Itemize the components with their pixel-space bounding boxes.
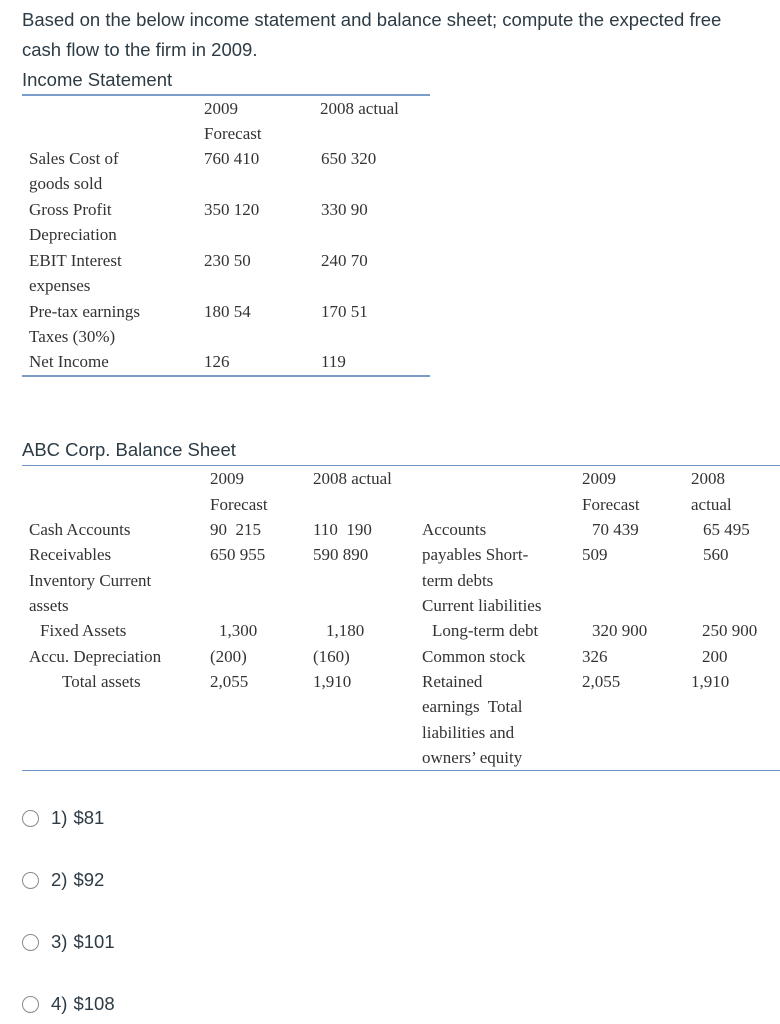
liability-label: Retained bbox=[422, 672, 483, 691]
income-actual-value: 119 bbox=[321, 352, 346, 371]
balance-col-forecast-header-sub: Forecast bbox=[210, 495, 268, 514]
liability-forecast-value: 70 439 bbox=[592, 520, 639, 539]
asset-label: Receivables bbox=[29, 545, 112, 564]
income-actual-value: 330 90 bbox=[321, 200, 368, 219]
income-actual-value: 650 320 bbox=[321, 149, 377, 168]
income-label: Depreciation bbox=[29, 225, 117, 244]
answer-option-4[interactable] bbox=[22, 993, 115, 1015]
income-top-rule bbox=[22, 94, 430, 96]
income-forecast-value: 230 50 bbox=[204, 251, 251, 270]
income-label: Net Income bbox=[29, 352, 109, 371]
liability-label: owners’ equity bbox=[422, 748, 523, 767]
answer-option-number: 4) bbox=[51, 993, 68, 1014]
liability-label: earnings Total bbox=[422, 697, 523, 716]
liability-label: Accounts bbox=[422, 520, 487, 539]
liability-actual-value: 250 900 bbox=[702, 621, 758, 640]
radio-button-icon[interactable] bbox=[22, 872, 39, 889]
income-label: Sales Cost of bbox=[29, 149, 119, 168]
income-label: expenses bbox=[29, 276, 91, 295]
income-bottom-rule bbox=[22, 375, 430, 377]
liability-actual-value: 65 495 bbox=[703, 520, 750, 539]
asset-forecast-value: 1,300 bbox=[219, 621, 258, 640]
income-label: EBIT Interest bbox=[29, 251, 122, 270]
balance-liab-actual-header: 2008 bbox=[691, 469, 725, 488]
income-actual-value: 240 70 bbox=[321, 251, 368, 270]
liability-label: Common stock bbox=[422, 647, 526, 666]
answer-option-value: $81 bbox=[73, 807, 105, 828]
income-forecast-value: 760 410 bbox=[204, 149, 260, 168]
asset-forecast-value: (200) bbox=[210, 647, 247, 666]
radio-button-icon[interactable] bbox=[22, 934, 39, 951]
answer-option-number: 1) bbox=[51, 807, 68, 828]
answer-option-3[interactable] bbox=[22, 931, 115, 953]
balance-liab-forecast-header: 2009 bbox=[582, 469, 616, 488]
answer-option-value: $92 bbox=[73, 869, 105, 890]
balance-sheet-title: ABC Corp. Balance Sheet bbox=[22, 439, 236, 460]
asset-actual-value: (160) bbox=[313, 647, 350, 666]
liability-actual-value: 560 bbox=[703, 545, 729, 564]
income-col-actual-header: 2008 actual bbox=[320, 99, 399, 118]
income-label: goods sold bbox=[29, 174, 103, 193]
liability-forecast-value: 509 bbox=[582, 545, 608, 564]
answer-option-value: $101 bbox=[73, 931, 115, 952]
income-actual-value: 170 51 bbox=[321, 302, 368, 321]
radio-button-icon[interactable] bbox=[22, 810, 39, 827]
balance-liab-actual-header-sub: actual bbox=[691, 495, 732, 514]
answer-option-2[interactable] bbox=[22, 869, 104, 891]
liability-actual-value: 200 bbox=[702, 647, 728, 666]
liability-actual-value: 1,910 bbox=[691, 672, 730, 691]
liability-label: liabilities and bbox=[422, 723, 515, 742]
asset-forecast-value: 650 955 bbox=[210, 545, 266, 564]
asset-forecast-value: 2,055 bbox=[210, 672, 249, 691]
asset-actual-value: 110 190 bbox=[313, 520, 372, 539]
answer-option-number: 2) bbox=[51, 869, 68, 890]
answer-option-1[interactable] bbox=[22, 807, 104, 829]
asset-label: Fixed Assets bbox=[40, 621, 127, 640]
balance-liab-forecast-header-sub: Forecast bbox=[582, 495, 640, 514]
income-forecast-value: 180 54 bbox=[204, 302, 251, 321]
balance-col-forecast-header: 2009 bbox=[210, 469, 244, 488]
asset-actual-value: 1,910 bbox=[313, 672, 352, 691]
question-text-line1: Based on the below income statement and balance sheet; compute the expected free bbox=[22, 9, 722, 30]
liability-label: term debts bbox=[422, 571, 494, 590]
balance-top-rule bbox=[22, 465, 780, 466]
asset-actual-value: 590 890 bbox=[313, 545, 369, 564]
income-col-forecast-header: 2009 bbox=[204, 99, 238, 118]
answer-option-value: $108 bbox=[73, 993, 115, 1014]
liability-forecast-value: 326 bbox=[582, 647, 608, 666]
income-forecast-value: 350 120 bbox=[204, 200, 260, 219]
liability-forecast-value: 320 900 bbox=[592, 621, 648, 640]
income-label: Taxes (30%) bbox=[29, 327, 116, 346]
asset-label: Inventory Current bbox=[29, 571, 152, 590]
income-label: Gross Profit bbox=[29, 200, 112, 219]
balance-col-actual-header: 2008 actual bbox=[313, 469, 392, 488]
radio-button-icon[interactable] bbox=[22, 996, 39, 1013]
asset-forecast-value: 90 215 bbox=[210, 520, 261, 539]
asset-label: Cash Accounts bbox=[29, 520, 131, 539]
income-statement-title: Income Statement bbox=[22, 69, 173, 90]
asset-actual-value: 1,180 bbox=[326, 621, 365, 640]
liability-forecast-value: 2,055 bbox=[582, 672, 621, 691]
answer-option-number: 3) bbox=[51, 931, 68, 952]
income-forecast-value: 126 bbox=[204, 352, 230, 371]
asset-label: Total assets bbox=[62, 672, 141, 691]
asset-label: assets bbox=[29, 596, 69, 615]
balance-bottom-rule bbox=[22, 770, 780, 771]
income-col-forecast-header-sub: Forecast bbox=[204, 124, 262, 143]
question-text-line2: cash flow to the firm in 2009. bbox=[22, 39, 258, 60]
liability-label: payables Short- bbox=[422, 545, 529, 564]
income-label: Pre-tax earnings bbox=[29, 302, 140, 321]
asset-label: Accu. Depreciation bbox=[29, 647, 162, 666]
liability-label: Long-term debt bbox=[432, 621, 539, 640]
liability-label: Current liabilities bbox=[422, 596, 542, 615]
